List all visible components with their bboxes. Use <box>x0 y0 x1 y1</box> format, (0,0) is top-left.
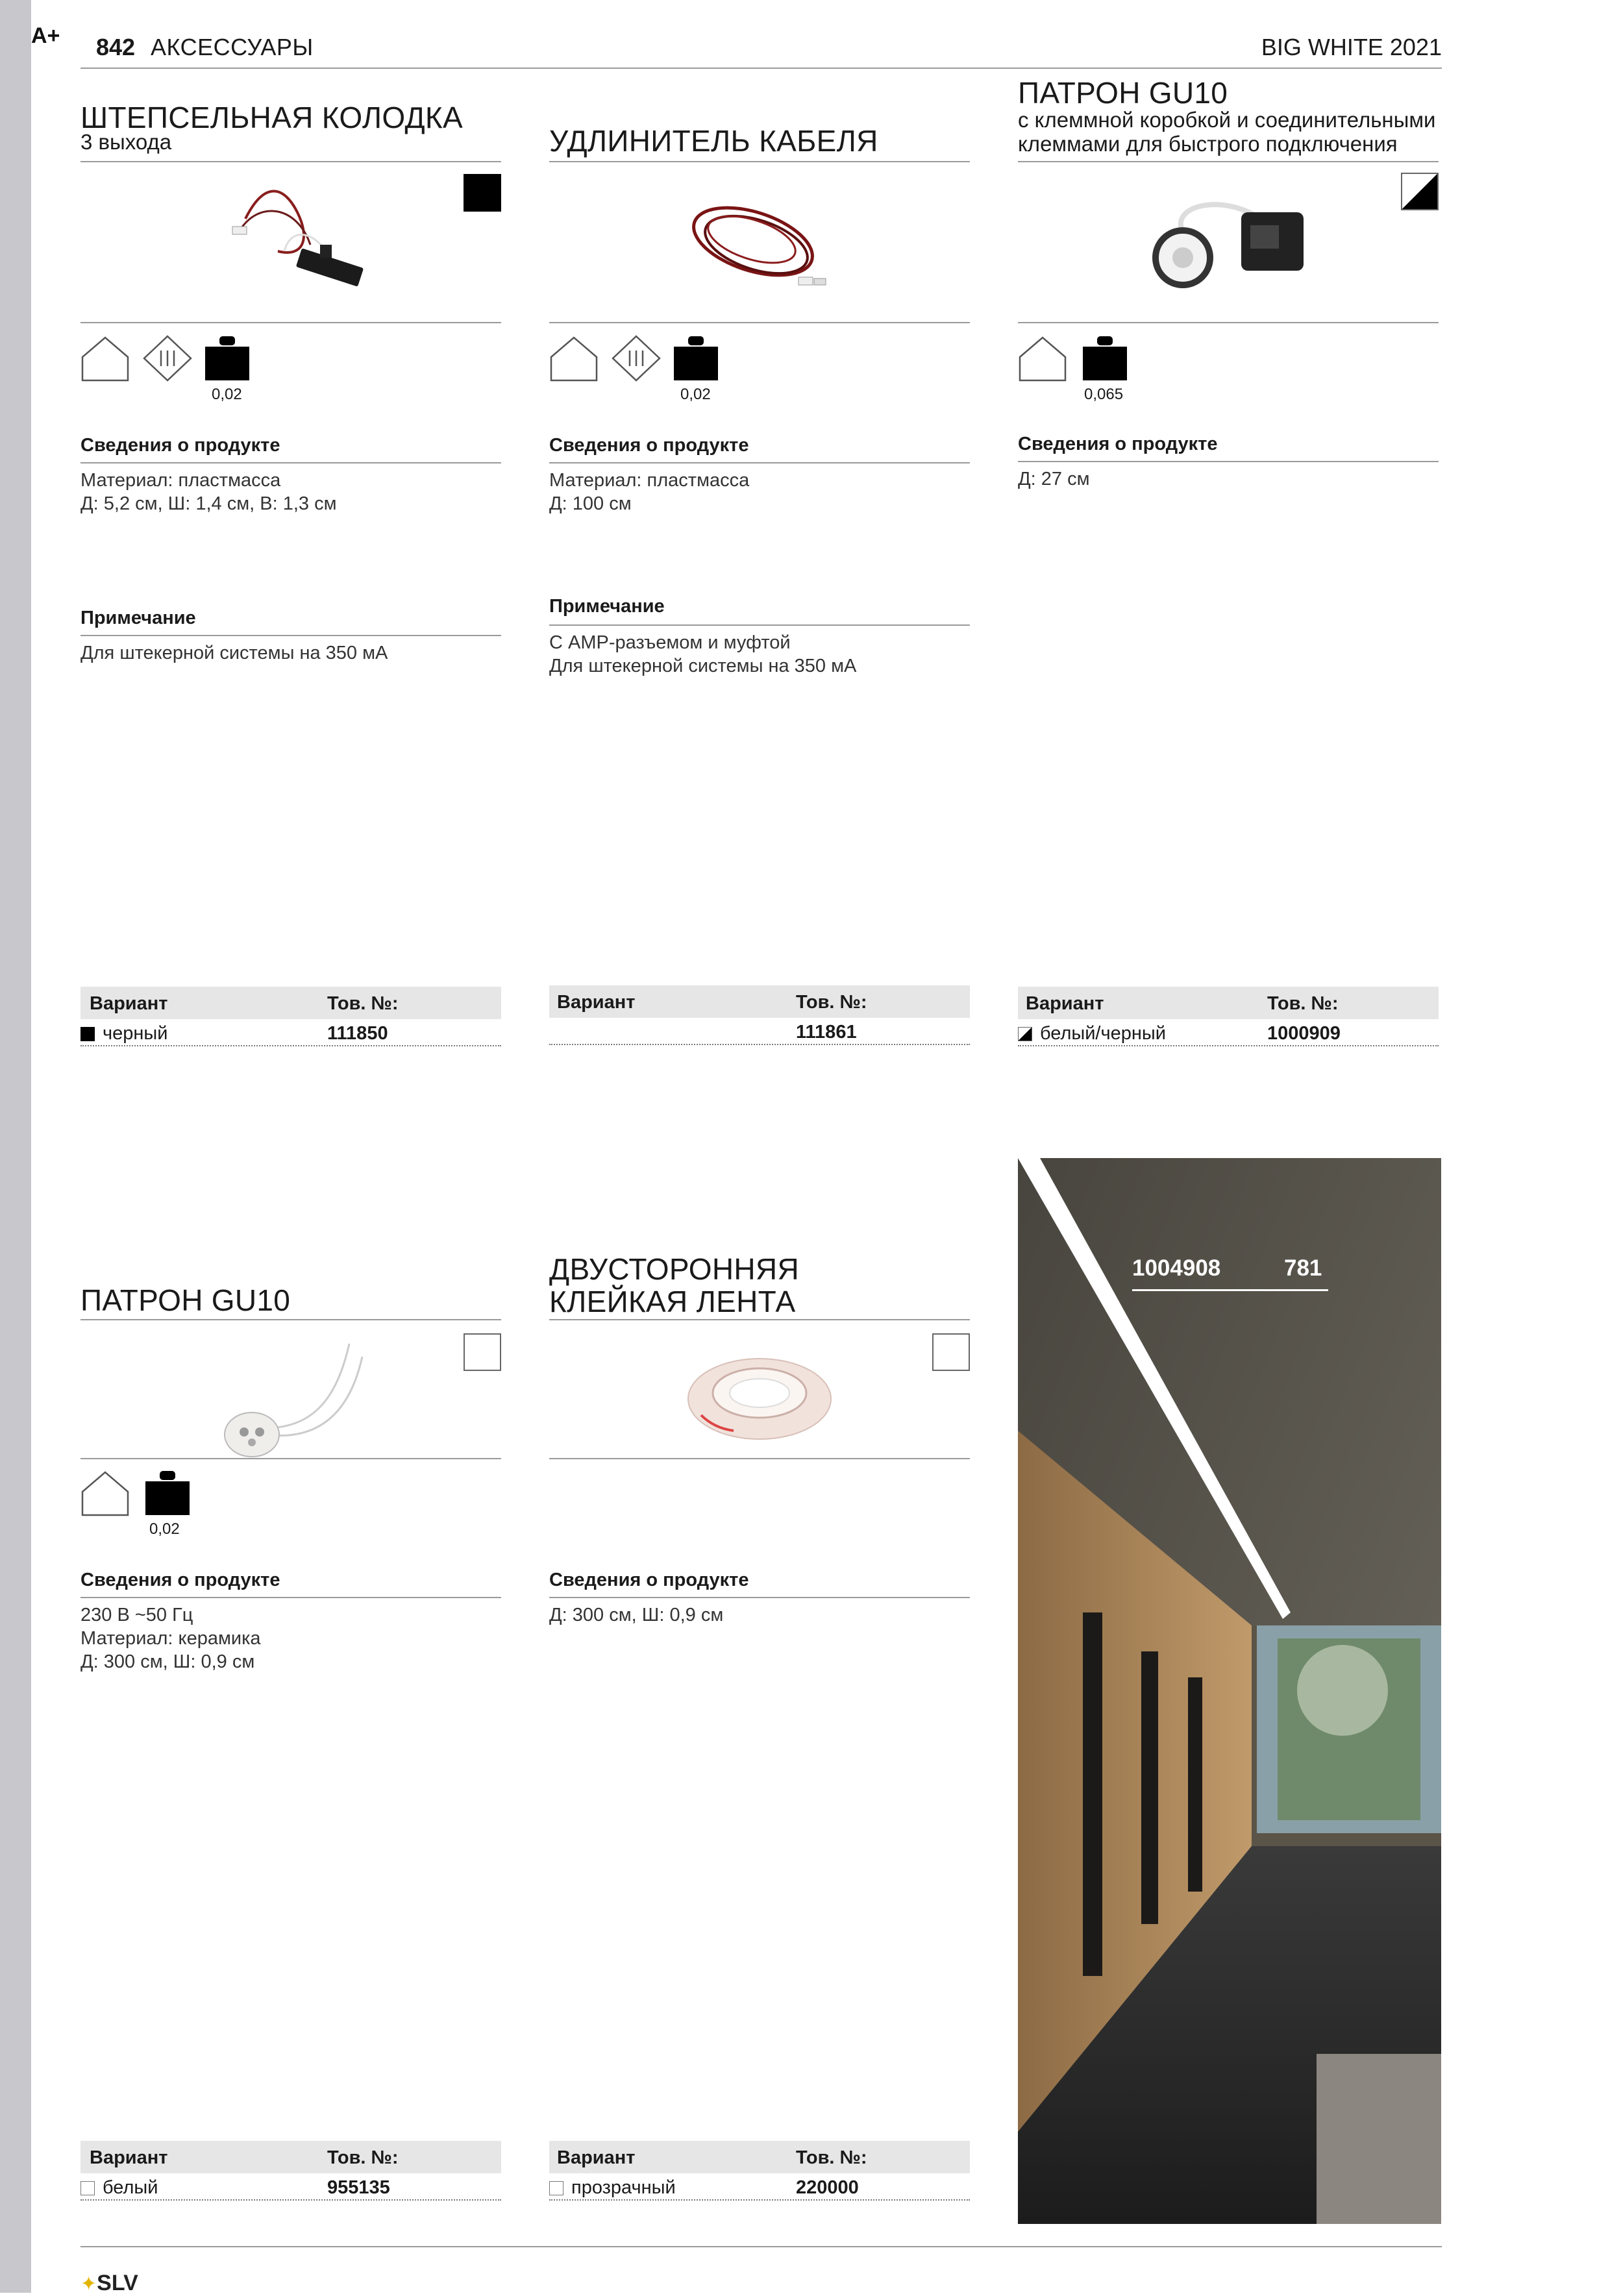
note-line: Для штекерной системы на 350 мА <box>80 643 388 663</box>
product-info-line: 230 В ~50 Гц <box>80 1605 193 1625</box>
weight-value: 0,065 <box>1084 386 1124 403</box>
product-card-gu10-socket-terminal <box>1018 0 1439 1065</box>
product-info-line: Д: 27 см <box>1018 469 1090 489</box>
page-reference: 781 <box>1284 1255 1322 1281</box>
safety-class-3-icon <box>612 335 661 382</box>
info-divider <box>1018 461 1439 462</box>
logo-sun-icon: ✦ <box>80 2273 97 2295</box>
variant-color: прозрачный <box>571 2177 676 2198</box>
title-divider <box>549 1319 970 1320</box>
page-number: 842 <box>96 34 136 60</box>
product-info-line: Материал: пластмасса <box>549 470 750 491</box>
product-photo <box>80 1331 501 1474</box>
footer-divider <box>80 2246 1442 2247</box>
safety-class-3-icon <box>143 335 192 382</box>
item-number: 111850 <box>327 1023 388 1044</box>
variant-row <box>1018 1019 1439 1046</box>
side-badge: A+ <box>31 23 60 48</box>
item-number-column-header: Тов. №: <box>1267 993 1339 1014</box>
variant-column-header: Вариант <box>90 2147 168 2168</box>
variant-row <box>549 2173 970 2201</box>
product-title: ПАТРОН GU10 <box>80 1283 291 1317</box>
adhesive-tape-roll-icon <box>675 1337 844 1454</box>
photo-divider <box>80 1458 501 1459</box>
variant-swatch <box>80 2181 95 2195</box>
variant-swatch <box>1018 1027 1032 1041</box>
product-photo <box>80 170 501 319</box>
item-number-column-header: Тов. №: <box>796 992 867 1013</box>
side-strip <box>0 0 31 2293</box>
weight-value: 0,02 <box>149 1520 180 1538</box>
product-info-line: Материал: пластмасса <box>80 470 281 491</box>
product-info-line: Д: 100 см <box>549 493 632 514</box>
variant-column-header: Вариант <box>1026 993 1104 1014</box>
info-divider <box>80 462 501 463</box>
note-line: Для штекерной системы на 350 мА <box>549 656 857 676</box>
cable-coil-icon <box>675 180 844 310</box>
weight-icon <box>671 335 721 382</box>
product-info-line: Д: 300 см, Ш: 0,9 см <box>549 1605 724 1625</box>
item-number: 1000909 <box>1267 1023 1341 1044</box>
photo-divider <box>549 322 970 323</box>
weight-icon <box>1080 335 1130 382</box>
gu10-socket-icon <box>1131 180 1326 310</box>
product-info-heading: Сведения о продукте <box>549 435 749 456</box>
spec-icons <box>549 335 744 400</box>
weight-value: 0,02 <box>680 386 711 403</box>
section-title: АКСЕССУАРЫ <box>151 34 314 60</box>
indoor-house-icon <box>549 335 599 382</box>
item-number: 111861 <box>796 1022 857 1043</box>
title-divider <box>549 161 970 162</box>
note-heading: Примечание <box>80 608 196 628</box>
catalog-title: BIG WHITE 2021 <box>1261 34 1442 60</box>
product-info-line: Д: 5,2 см, Ш: 1,4 см, В: 1,3 см <box>80 493 337 514</box>
variant-column-header: Вариант <box>557 992 636 1013</box>
info-divider <box>549 1597 970 1598</box>
item-number-column-header: Тов. №: <box>327 2147 399 2168</box>
indoor-house-icon <box>80 1470 130 1516</box>
weight-value: 0,02 <box>212 386 242 403</box>
product-card-double-sided-tape <box>549 1233 970 2220</box>
product-subtitle: с клеммной коробкой и соединительными клеммами для быстрого подключения <box>1018 108 1436 156</box>
interior-photo <box>1018 1158 1441 2224</box>
variant-table-header <box>1018 987 1439 1019</box>
note-divider <box>80 635 501 636</box>
photo-divider <box>549 1458 970 1459</box>
variant-table-header <box>80 2141 501 2173</box>
variant-column-header: Вариант <box>557 2147 636 2168</box>
variant-column-header: Вариант <box>90 993 168 1014</box>
product-photo <box>549 170 970 319</box>
weight-icon <box>143 1470 192 1516</box>
variant-color: белый/черный <box>1040 1023 1166 1044</box>
variant-color: черный <box>103 1023 168 1044</box>
weight-icon <box>203 335 252 382</box>
spec-icons <box>80 1470 210 1535</box>
note-line: С AMP-разъемом и муфтой <box>549 632 791 653</box>
product-info-heading: Сведения о продукте <box>80 435 280 456</box>
item-number-column-header: Тов. №: <box>327 993 399 1014</box>
product-title: ПАТРОН GU10 <box>1018 76 1228 110</box>
product-reference-code: 1004908 <box>1132 1255 1221 1281</box>
product-info-heading: Сведения о продукте <box>549 1570 749 1590</box>
product-card-power-block <box>80 0 501 1065</box>
variant-table-header <box>549 985 970 1018</box>
gu10-ceramic-socket-icon <box>193 1337 388 1467</box>
note-heading: Примечание <box>549 596 665 617</box>
item-number: 955135 <box>327 2177 390 2198</box>
variant-table-header <box>80 987 501 1019</box>
info-divider <box>80 1597 501 1598</box>
product-photo <box>549 1331 970 1461</box>
item-number: 220000 <box>796 2177 859 2198</box>
variant-swatch <box>80 1027 95 1041</box>
product-title-line: ДВУСТОРОННЯЯ <box>549 1252 799 1286</box>
product-card-gu10-socket <box>80 1233 501 2220</box>
power-block-icon <box>206 173 375 316</box>
product-info-heading: Сведения о продукте <box>1018 434 1218 454</box>
variant-row <box>80 1019 501 1046</box>
product-photo <box>1018 170 1439 319</box>
variant-table-header <box>549 2141 970 2173</box>
overlay-underline <box>1132 1289 1328 1291</box>
product-info-line: Д: 300 см, Ш: 0,9 см <box>80 1651 255 1672</box>
product-title: ШТЕПСЕЛЬНАЯ КОЛОДКА <box>80 101 464 134</box>
product-title: УДЛИНИТЕЛЬ КАБЕЛЯ <box>549 124 878 158</box>
product-title-line: КЛЕЙКАЯ ЛЕНТА <box>549 1285 796 1318</box>
variant-row <box>549 1018 970 1045</box>
slv-logo: ✦SLV <box>80 2271 138 2295</box>
indoor-house-icon <box>1018 335 1067 382</box>
title-divider <box>1018 161 1439 162</box>
product-info-heading: Сведения о продукте <box>80 1570 280 1590</box>
variant-row <box>80 2173 501 2201</box>
indoor-house-icon <box>80 335 130 382</box>
product-card-cable-extension <box>549 0 970 1065</box>
photo-divider <box>80 322 501 323</box>
spec-icons <box>80 335 275 400</box>
product-info-line: Материал: керамика <box>80 1628 261 1649</box>
variant-swatch <box>549 2181 563 2195</box>
title-divider <box>80 1319 501 1320</box>
item-number-column-header: Тов. №: <box>796 2147 867 2168</box>
product-subtitle: 3 выхода <box>80 130 172 154</box>
spec-icons <box>1018 335 1148 400</box>
title-divider <box>80 161 501 162</box>
corridor-illustration <box>1018 1158 1441 2224</box>
photo-divider <box>1018 322 1439 323</box>
note-divider <box>549 624 970 626</box>
variant-color: белый <box>103 2177 158 2198</box>
info-divider <box>549 462 970 463</box>
